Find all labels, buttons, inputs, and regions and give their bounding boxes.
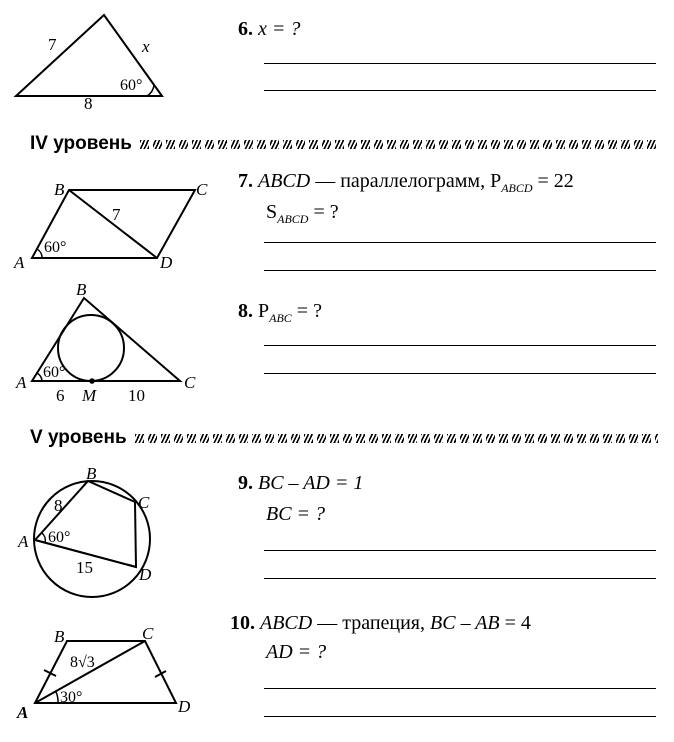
problem-7-question [266, 200, 339, 231]
problem-text: = ? [308, 201, 339, 223]
problem-text: AD = ? [266, 641, 327, 663]
vertex-label: D [178, 697, 191, 716]
triangle-figure-6 [0, 0, 180, 113]
problem-10 [230, 611, 531, 635]
problem-text: = 4 [499, 612, 531, 634]
problem-8 [238, 299, 322, 330]
problem-text: — трапеция, [312, 612, 431, 634]
vertex-label: A [14, 253, 25, 272]
vertex-label: C [138, 493, 150, 512]
side-label: x [142, 37, 150, 56]
problem-10-question [266, 640, 326, 664]
level-divider [135, 434, 658, 443]
inscribed-quad-figure-9 [0, 462, 220, 597]
problem-number: 8. [238, 300, 253, 322]
problem-number: 6. [238, 18, 253, 40]
problem-6 [238, 17, 300, 41]
answer-line[interactable] [264, 550, 656, 551]
vertex-label: B [86, 464, 97, 483]
answer-line[interactable] [264, 716, 656, 717]
vertex-label: A [18, 532, 29, 551]
answer-line[interactable] [264, 242, 656, 243]
vertex-label: B [54, 627, 65, 646]
vertex-label: D [160, 253, 173, 272]
problem-text: = 22 [532, 170, 574, 192]
trapezoid-figure-10 [0, 620, 220, 730]
vertex-label: A [17, 703, 29, 722]
vertex-label: C [184, 373, 196, 392]
angle-label: 60° [44, 239, 67, 256]
problem-text: = ? [291, 300, 322, 322]
angle-label: 30° [60, 689, 83, 706]
vertex-label: B [76, 280, 87, 299]
answer-line[interactable] [264, 578, 656, 579]
answer-line[interactable] [264, 373, 656, 374]
answer-line[interactable] [264, 688, 656, 689]
problem-9-question [266, 502, 325, 526]
answer-line[interactable] [264, 270, 656, 271]
triangle-incircle-figure-8 [0, 280, 220, 405]
problem-number: 9. [238, 472, 253, 494]
problem-text: BC = ? [266, 503, 326, 525]
problem-text: BC – AB [430, 612, 500, 634]
side-label: 10 [128, 386, 145, 405]
vertex-label: B [54, 180, 65, 199]
side-label: 6 [56, 386, 65, 405]
problem-text: ABCD [260, 612, 313, 634]
problem-7 [238, 169, 574, 200]
subscript: ABCD [277, 212, 309, 226]
angle-label: 60° [120, 77, 143, 94]
angle-label: 60° [43, 364, 66, 381]
level-header-iv [30, 131, 658, 157]
problem-text: BC – AD = 1 [258, 472, 364, 494]
answer-line[interactable] [264, 90, 656, 91]
vertex-label: M [82, 386, 97, 405]
problem-9 [238, 471, 363, 495]
level-title: IV уровень [30, 133, 132, 154]
problem-text: P [258, 300, 270, 322]
vertex-label: A [16, 373, 27, 392]
problem-text: S [266, 201, 278, 223]
level-title: V уровень [30, 427, 127, 448]
side-label: 7 [112, 205, 121, 224]
vertex-label: C [142, 624, 154, 643]
angle-label: 60° [48, 529, 71, 546]
problem-text: — параллелограмм, P [310, 170, 502, 192]
problem-text: x = ? [258, 18, 301, 40]
vertex-label: D [139, 565, 152, 584]
side-label: 8 [84, 94, 93, 113]
side-label: 7 [48, 35, 57, 54]
answer-line[interactable] [264, 63, 656, 64]
parallelogram-figure-7 [0, 176, 220, 271]
side-label: 15 [76, 558, 93, 577]
problem-number: 10. [230, 612, 255, 634]
vertex-label: C [196, 180, 208, 199]
problem-text: ABCD [258, 170, 311, 192]
subscript: ABCD [501, 181, 533, 195]
level-divider [140, 140, 658, 149]
problem-number: 7. [238, 170, 253, 192]
side-label: 8√3 [70, 654, 95, 671]
answer-line[interactable] [264, 345, 656, 346]
side-label: 8 [54, 496, 63, 515]
subscript: ABC [269, 311, 292, 325]
level-header-v [30, 425, 658, 451]
